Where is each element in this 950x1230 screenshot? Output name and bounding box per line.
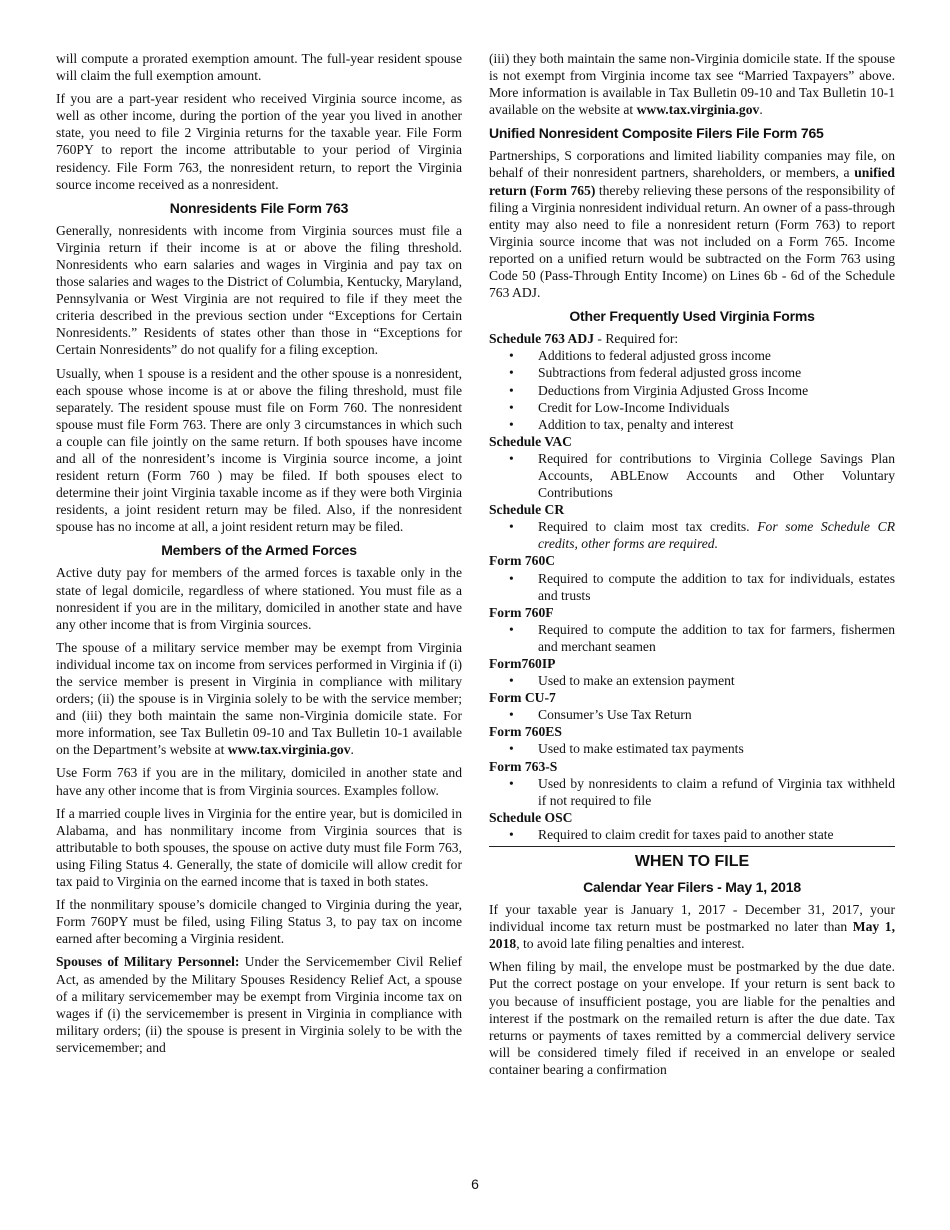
form-name-760c: Form 760C bbox=[489, 553, 556, 569]
form-suffix: - Required for: bbox=[594, 331, 679, 347]
section-heading-when-to-file: WHEN TO FILE bbox=[634, 853, 750, 871]
website-link[interactable]: www.tax.virginia.gov bbox=[636, 102, 760, 118]
text: thereby relieving these persons of the responsibility of filing a Virginia nonresident individual return. An owner of a pass-through entity may also need to file a nonresident return (Form 763) to report Virginia source income that was not included on a Form 765. Income reported on a unified return would be subtracted on the Form 763 using Code 50 (Pass-Through Entity Income) on Lines 6b - 6d of the Schedule 763 ADJ. bbox=[489, 182, 896, 301]
section-heading-unified: Unified Nonresident Composite Filers File Form 765 bbox=[489, 125, 824, 142]
text: (iii) they both maintain the same non-Virginia domicile state. If the spouse is not exempt from Virginia income tax see “Married Taxpayers” above. More information is available in Tax Bulletin 09-10 and Tax Bulletin 10-1 available on the website at bbox=[489, 51, 895, 118]
left-column bbox=[56, 50, 462, 1062]
list-item: • Subtractions from federal adjusted gross income bbox=[489, 364, 895, 381]
form-name-osc: Schedule OSC bbox=[489, 809, 573, 825]
form-name-cu7: Form CU-7 bbox=[489, 690, 556, 706]
right-column bbox=[489, 50, 895, 1084]
text: . bbox=[759, 102, 763, 118]
form-name-760es: Form 760ES bbox=[489, 724, 562, 740]
bullet-list bbox=[489, 775, 895, 809]
bullet-list bbox=[489, 706, 895, 723]
list-item: • Required to compute the addition to tax for individuals, estates and trusts bbox=[489, 570, 895, 604]
form-name-763s: Form 763-S bbox=[489, 758, 558, 774]
list-item: • Used to make estimated tax payments bbox=[489, 740, 895, 757]
paragraph: If a married couple lives in Virginia for the entire year, but is domiciled in Alabama, and has nonmilitary income from Virginia sources that is attributable to both spouses, the spouse on active duty must file Form 763, using Filing Status 4. Generally, the state of domicile will allow credit for tax paid to Virginia on the earned income that is taxed in both states. bbox=[56, 805, 462, 890]
paragraph bbox=[56, 639, 462, 759]
paragraph bbox=[489, 50, 895, 118]
paragraph: Active duty pay for members of the armed forces is taxable only in the state of legal domicile, regardless of where stationed. You must file as a nonresident if you are in the military, domiciled in another state and have any other income that is from Virginia sources. bbox=[56, 565, 462, 632]
text: , to avoid late filing penalties and interest. bbox=[516, 936, 745, 952]
bullet-list bbox=[489, 672, 895, 689]
paragraph: Generally, nonresidents with income from Virginia sources must file a Virginia return if their income is at or above the filing threshold. Nonresidents who earn salaries and wages in Virginia and pay tax on those salaries and wages to the District of Columbia, Kentucky, Maryland, Pennsylvania or West Virginia are not required to file if they meet the criteria described in the previous section under “Exceptions for Certain Nonresidents.” Residents of states other than those in “Exceptions for Certain Nonresidents” do not qualify for a filing exception. bbox=[56, 222, 462, 358]
divider bbox=[489, 846, 895, 847]
text: Under the Servicemember Civil Relief Act, as amended by the Military Spouses Residency Relief Act, a spouse of a military servicemember may be exempt from Virginia income tax on wages if (i) the servicemember is present in Virginia in compliance with military orders; (ii) the spouse is present in Virginia solely to be with the servicemember; and bbox=[56, 954, 462, 1055]
bullet-list bbox=[489, 570, 895, 604]
list-item: • Addition to tax, penalty and interest bbox=[489, 416, 895, 433]
section-heading-other-forms: Other Frequently Used Virginia Forms bbox=[569, 308, 815, 325]
text: The spouse of a military service member may be exempt from Virginia individual income tax on income from services performed in Virginia if (i) the service member is present in Virginia in compliance with military orders; (ii) the spouse is in Virginia solely to be with the service member; and (iii) they both maintain the same non-Virginia domicile state. For more information, see Tax Bulletin 09-10 and Tax Bulletin 10-1 available on the Department’s website at bbox=[56, 639, 462, 758]
paragraph bbox=[489, 901, 895, 952]
list-item: • Credit for Low-Income Individuals bbox=[489, 399, 895, 416]
bullet-list bbox=[489, 450, 895, 501]
paragraph: If you are a part-year resident who received Virginia source income, as well as other income, during the portion of the year you lived in another state, you need to file 2 Virginia returns for the taxable year. File Form 760PY to report the income attributable to your period of Virginia residency. File Form 763, the nonresident return, to report the Virginia source income received as a nonresident. bbox=[56, 91, 462, 192]
list-item: • Required for contributions to Virginia College Savings Plan Accounts, ABLEnow Accounts and Other Voluntary Contributions bbox=[489, 450, 895, 501]
list-item: • Used to make an extension payment bbox=[489, 672, 895, 689]
paragraph: Usually, when 1 spouse is a resident and the other spouse is a nonresident, each spouse whose income is at or above the filing threshold, must file separately. The resident spouse must file on Form 760. The nonresident spouse must file Form 763. There are only 3 circumstances in which such a couple can file jointly on the same return. If both spouses have income and all of the nonresident’s income is Virginia source income, a joint resident return (Form 760 ) may be filed. If both spouses elect to determine their joint Virginia taxable income as if they were both Virginia residents, a joint resident return may be filed. Also, if the nonresident spouse has no income at all, a joint resident return may be filed. bbox=[56, 365, 462, 535]
paragraph bbox=[56, 953, 462, 1056]
bullet-list bbox=[489, 518, 895, 552]
text: Partnerships, S corporations and limited liability companies may file, on behalf of their nonresident partners, shareholders, or members, a bbox=[489, 148, 895, 181]
list-item: • Additions to federal adjusted gross income bbox=[489, 347, 895, 364]
list-item: • Required to compute the addition to tax for farmers, fishermen and merchant seamen bbox=[489, 621, 895, 655]
website-link[interactable]: www.tax.virginia.gov bbox=[227, 742, 351, 758]
text: If your taxable year is January 1, 2017 - December 31, 2017, your individual income tax return must be postmarked no later than bbox=[489, 902, 895, 935]
paragraph: will compute a prorated exemption amount. The full-year resident spouse will claim the full exemption amount. bbox=[56, 51, 462, 84]
list-item: • Deductions from Virginia Adjusted Gross Income bbox=[489, 382, 895, 399]
form-name-vac: Schedule VAC bbox=[489, 433, 572, 449]
form-name: Schedule 763 ADJ bbox=[489, 331, 594, 347]
bold-text: unified return (Form 765) bbox=[489, 165, 895, 198]
section-heading-calendar-filers: Calendar Year Filers - May 1, 2018 bbox=[583, 879, 801, 896]
text: . bbox=[350, 742, 354, 758]
section-heading-armed-forces: Members of the Armed Forces bbox=[161, 542, 357, 559]
bullet-list bbox=[489, 347, 895, 432]
form-name-760ip: Form760IP bbox=[489, 656, 556, 671]
form-name-cr: Schedule CR bbox=[489, 502, 565, 518]
form-name-760f: Form 760F bbox=[489, 604, 554, 620]
bullet-list bbox=[489, 621, 895, 655]
paragraph bbox=[489, 147, 895, 301]
list-item: • Used by nonresidents to claim a refund of Virginia tax withheld if not required to file bbox=[489, 775, 895, 809]
paragraph: If the nonmilitary spouse’s domicile changed to Virginia during the year, Form 760PY must be filed, using Filing Status 3, to pay tax on income earned after becoming a Virginia resident. bbox=[56, 897, 462, 947]
paragraph: When filing by mail, the envelope must be postmarked by the due date. Put the correct postage on your envelope. If your return is sent back to you because of insufficient postage, you are liable for the penalties and interest if the postmark on the remailed return is after the due date. Tax returns or payments of taxes remitted by a commercial delivery service will be considered timely filed if received in an envelope or sealed container bearing a confirmation bbox=[489, 959, 895, 1077]
text: Required to claim most tax credits. bbox=[538, 519, 758, 535]
bold-lead: Spouses of Military Personnel: bbox=[56, 954, 240, 970]
bullet-list bbox=[489, 740, 895, 757]
bullet-list bbox=[489, 826, 895, 843]
form-entry-763adj bbox=[489, 330, 895, 347]
section-heading-nonresidents: Nonresidents File Form 763 bbox=[169, 199, 349, 216]
list-item: • Consumer’s Use Tax Return bbox=[489, 706, 895, 723]
list-item: • Required to claim credit for taxes paid to another state bbox=[489, 826, 895, 843]
bold-date: May 1, 2018 bbox=[489, 919, 895, 952]
italic-note: For some Schedule CR credits, other forms are required. bbox=[538, 519, 895, 552]
list-item bbox=[489, 518, 895, 552]
paragraph: Use Form 763 if you are in the military, domiciled in another state and have any other income that is from Virginia sources. Examples follow. bbox=[56, 765, 462, 798]
page-number: 6 bbox=[471, 1176, 479, 1192]
